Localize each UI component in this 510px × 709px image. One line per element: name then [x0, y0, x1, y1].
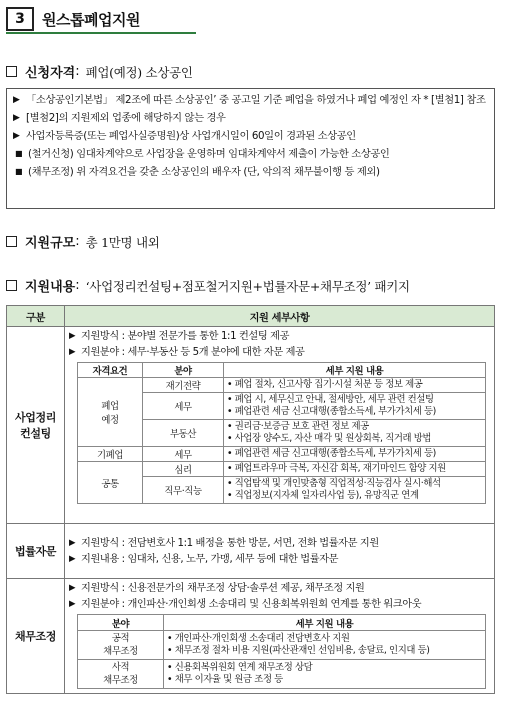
content-key: 지원내용: [25, 280, 76, 295]
header-underline: [6, 32, 196, 34]
detail-cell: • 신용회복위원회 연계 채무조정 상담 • 채무 이자율 및 원금 조정 등: [164, 660, 486, 689]
detail-cell: • 폐업 절차, 신고사항 집기·시설 처분 등 정보 제공: [224, 378, 486, 393]
field-cell: 심리: [143, 462, 224, 477]
field-cell: 세무: [143, 447, 224, 462]
square-bullet-icon: ■: [15, 149, 23, 158]
detail-item: 폐업 절차, 신고사항 집기·시설 처분 등 정보 제공: [234, 379, 423, 390]
triangle-bullet-icon: ▶: [69, 347, 76, 357]
content-value: ‘사업정리컨설팅+점포철거지원+법률자문+채무조정’ 패키지: [85, 278, 410, 294]
inner-header-field: 분야: [143, 363, 224, 378]
debt-bullet-text: 지원분야 : 개인파산·개인회생 소송대리 및 신용회복위원회 연계를 통한 워크아웃: [81, 599, 422, 610]
inner-header-detail: 세부 지원 내용: [224, 363, 486, 378]
detail-item: 개인파산·개인회생 소송대리 전담변호사 지원: [174, 633, 350, 644]
detail-item: 직업정보(지자체 일자리사업 등), 유망직군 연계: [234, 490, 419, 501]
group-label: 폐업 예정: [101, 401, 119, 426]
detail-cell: • 폐업트라우마 극복, 자신감 회복, 재기마인드 함양 지원: [224, 462, 486, 477]
eligibility-item: [13, 111, 488, 125]
section-number: 3: [6, 7, 34, 31]
eligibility-item-text: 사업자등록증(또는 폐업사실증명원)상 사업개시일이 60일이 경과된 소상공인: [26, 130, 356, 142]
checkbox-icon: [6, 280, 17, 291]
debt-bullet-text: 지원방식 : 신용전문가의 채무조정 상담·솔루션 제공, 채무조정 지원: [81, 583, 365, 594]
debt-details: [65, 579, 495, 694]
triangle-bullet-icon: ▶: [69, 331, 76, 341]
detail-cell: • 폐업관련 세금 신고대행(종합소득세, 부가가치세 등): [224, 447, 486, 462]
inner-header-detail: 세부 지원 내용: [164, 615, 486, 631]
scale-value: 총 1만명 내외: [85, 234, 160, 250]
debt-bullet: [69, 598, 490, 611]
content-heading: [6, 276, 410, 295]
field-label: 공적 채무조정: [103, 633, 138, 657]
triangle-bullet-icon: ▶: [69, 537, 76, 548]
support-table: [6, 305, 495, 694]
triangle-bullet-icon: ▶: [13, 95, 20, 105]
field-label: 사적 채무조정: [103, 662, 138, 686]
debt-inner-table: [77, 614, 486, 689]
field-cell: 부동산: [143, 420, 224, 447]
detail-cell: • 개인파산·개인회생 소송대리 전담변호사 지원 • 채무조정 절차 비용 지원(파산관재인 선임비용, 송달료, 인지대 등): [164, 631, 486, 660]
legal-bullet-text: 지원방식 : 전담변호사 1:1 배정을 통한 방문, 서면, 전화 법률자문 지원: [81, 537, 379, 549]
triangle-bullet-icon: ▶: [13, 113, 20, 123]
scale-heading: [6, 232, 160, 251]
consulting-bullet: [69, 346, 490, 359]
detail-cell: • 권리금·보증금 보호 관련 정보 제공 • 사업장 양수도, 자산 매각 및 원상회복, 직거래 방법: [224, 420, 486, 447]
consulting-bullet-text: 지원분야 : 세무·부동산 등 5개 분야에 대한 자문 제공: [81, 347, 305, 358]
triangle-bullet-icon: ▶: [13, 131, 20, 141]
col-detail-header: 지원 세부사항: [65, 306, 495, 327]
eligibility-item-text: [별첨2]의 지원제외 업종에 해당하지 않는 경우: [26, 112, 226, 124]
category-legal: 법률자문: [7, 524, 65, 579]
detail-item: 폐업 시, 세무신고 안내, 절세방안, 세무 관련 컨설팅: [234, 394, 434, 405]
detail-item: 채무 이자율 및 원금 조정 등: [174, 674, 283, 685]
inner-header-qualification: 자격요건: [78, 363, 143, 378]
eligibility-value: 폐업(예정) 소상공인: [85, 64, 193, 80]
detail-item: 채무조정 절차 비용 지원(파산관재인 선임비용, 송달료, 인지대 등): [174, 645, 430, 656]
group-common: 공통: [78, 462, 143, 504]
checkbox-icon: [6, 66, 17, 77]
consulting-inner-table: [77, 362, 486, 504]
category-consulting-label: 사업정리 컨설팅: [15, 411, 56, 440]
detail-item: 직업탐색 및 개인맞춤형 직업적성·직능검사 실시·해석: [234, 478, 441, 489]
legal-details: [65, 524, 495, 579]
category-consulting: [7, 327, 65, 524]
group-closed: 기폐업: [78, 447, 143, 462]
detail-item: 신용회복위원회 연계 채무조정 상담: [174, 662, 313, 673]
eligibility-box: [6, 88, 495, 209]
eligibility-sep: :: [75, 64, 80, 79]
section-title: 원스톱폐업지원: [42, 10, 140, 29]
debt-bullet: [69, 582, 490, 595]
legal-bullet: [69, 537, 490, 550]
col-category-header: 구분: [7, 306, 65, 327]
consulting-bullet-text: 지원방식 : 분야별 전문가를 통한 1:1 컨설팅 제공: [81, 331, 290, 342]
eligibility-item: [13, 147, 488, 161]
field-cell: 세무: [143, 393, 224, 420]
category-debt: 채무조정: [7, 579, 65, 694]
field-cell: [78, 631, 164, 660]
eligibility-item: [13, 93, 488, 107]
detail-item: 권리금·보증금 보호 관련 정보 제공: [234, 421, 369, 432]
consulting-bullet: [69, 330, 490, 343]
eligibility-item-text: (채무조정) 위 자격요건을 갖춘 소상공인의 배우자 (단, 악의적 채무불이행 등 제외): [28, 166, 380, 178]
inner-header-field: 분야: [78, 615, 164, 631]
detail-item: 폐업트라우마 극복, 자신감 회복, 재기마인드 함양 지원: [234, 463, 446, 474]
group-closed-planned: [78, 378, 143, 447]
detail-item: 폐업관련 세금 신고대행(종합소득세, 부가가치세 등): [234, 406, 436, 417]
detail-item: 사업장 양수도, 자산 매각 및 원상회복, 직거래 방법: [234, 433, 432, 444]
scale-key: 지원규모: [25, 236, 76, 251]
legal-bullet: [69, 553, 490, 566]
legal-bullet-text: 지원내용 : 임대차, 신용, 노무, 가맹, 세무 등에 대한 법률자문: [81, 553, 339, 565]
eligibility-key: 신청자격: [25, 66, 76, 81]
triangle-bullet-icon: ▶: [69, 553, 76, 564]
field-cell: 재기전략: [143, 378, 224, 393]
eligibility-item: [13, 165, 488, 179]
triangle-bullet-icon: ▶: [69, 599, 76, 609]
square-bullet-icon: ■: [15, 167, 23, 176]
field-cell: 직무·직능: [143, 477, 224, 504]
eligibility-heading: [6, 62, 193, 81]
checkbox-icon: [6, 236, 17, 247]
eligibility-item-text: (철거신청) 임대차계약으로 사업장을 운영하며 임대차계약서 제출이 가능한 소상공인: [28, 148, 390, 160]
section-header: [6, 6, 140, 32]
scale-sep: :: [75, 234, 80, 249]
detail-cell: • 직업탐색 및 개인맞춤형 직업적성·직능검사 실시·해석 • 직업정보(지자체 일자리사업 등), 유망직군 연계: [224, 477, 486, 504]
triangle-bullet-icon: ▶: [69, 583, 76, 593]
field-cell: [78, 660, 164, 689]
detail-cell: • 폐업 시, 세무신고 안내, 절세방안, 세무 관련 컨설팅 • 폐업관련 세금 신고대행(종합소득세, 부가가치세 등): [224, 393, 486, 420]
eligibility-item: [13, 129, 488, 143]
detail-item: 폐업관련 세금 신고대행(종합소득세, 부가가치세 등): [234, 448, 436, 459]
eligibility-item-text: 「소상공인기본법」 제2조에 따른 소상공인’ 중 공고일 기준 폐업을 하였거나 폐업 예정인 자 * [별첨1] 참조: [26, 94, 486, 106]
content-sep: :: [75, 278, 80, 293]
consulting-details: [65, 327, 495, 524]
